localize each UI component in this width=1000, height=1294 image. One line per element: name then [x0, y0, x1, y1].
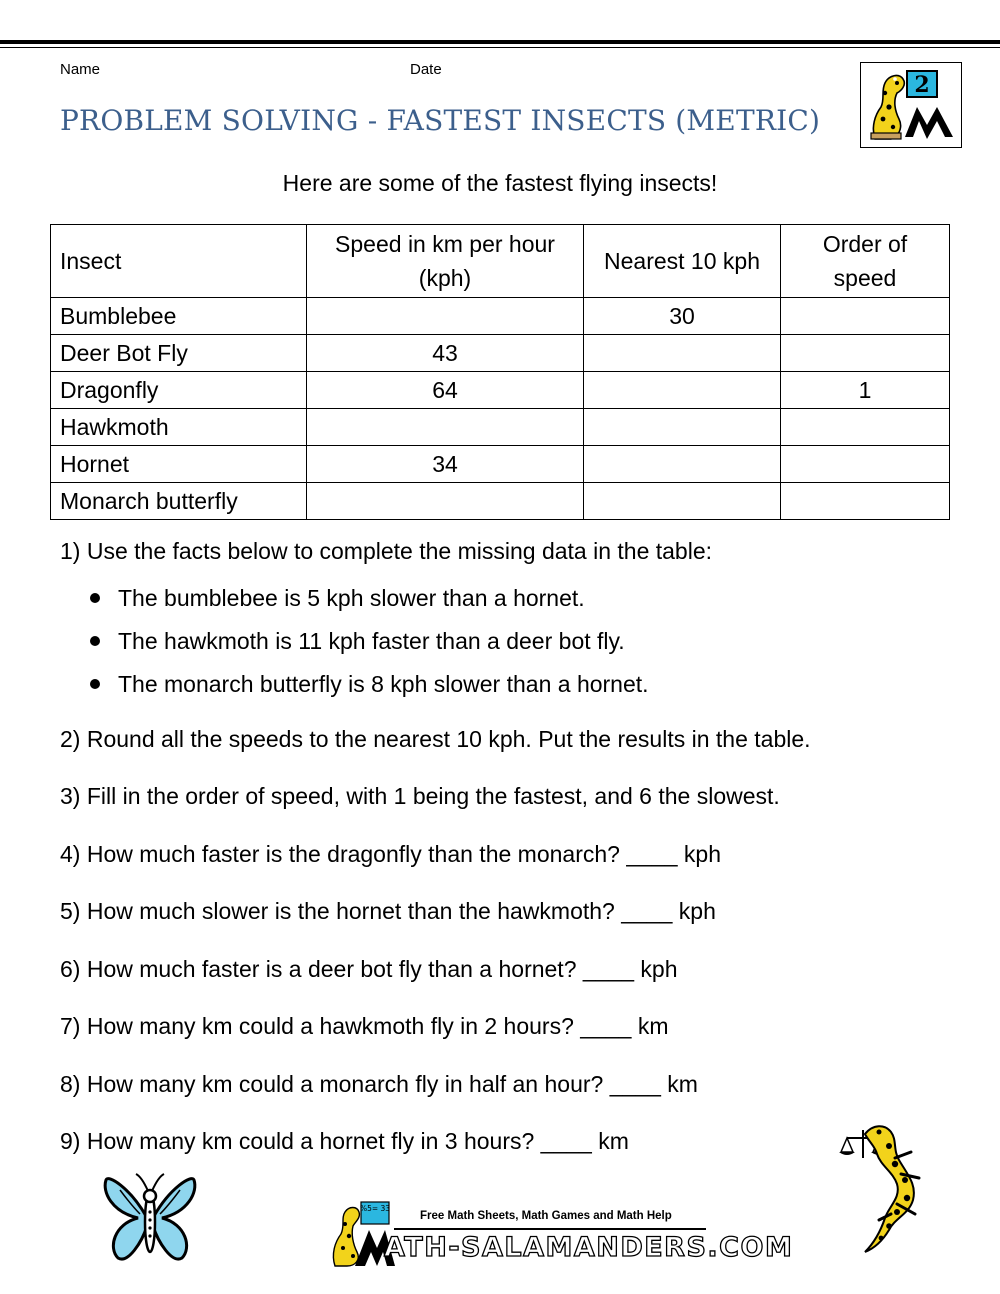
bullet-icon	[90, 636, 100, 646]
salamander-teacher-icon	[861, 63, 960, 146]
cell-nearest-10	[584, 409, 781, 446]
cell-insect: Monarch butterfly	[51, 483, 307, 520]
cell-speed: 34	[307, 446, 584, 483]
name-label: Name	[60, 61, 101, 78]
cell-nearest-10: 30	[584, 298, 781, 335]
butterfly-icon	[100, 1168, 200, 1268]
cell-speed: 43	[307, 335, 584, 372]
cell-order	[781, 409, 950, 446]
table-row	[51, 335, 950, 372]
table-row	[51, 372, 950, 409]
date-label: Date	[410, 61, 442, 78]
grade-number: 2	[914, 72, 930, 98]
cell-insect: Deer Bot Fly	[51, 335, 307, 372]
question-8: 8) How many km could a monarch fly in half an hour? ____ km	[60, 1071, 698, 1097]
cell-order	[781, 335, 950, 372]
cell-nearest-10	[584, 483, 781, 520]
table-row	[51, 298, 950, 335]
cell-speed	[307, 409, 584, 446]
cell-speed	[307, 483, 584, 520]
question-6: 6) How much faster is a deer bot fly than a hornet? ____ kph	[60, 956, 678, 982]
top-rule-thin	[0, 47, 1000, 48]
cell-order	[781, 298, 950, 335]
page-title: PROBLEM SOLVING - FASTEST INSECTS (METRIC)	[60, 104, 821, 137]
cell-nearest-10	[584, 335, 781, 372]
intro-text: Here are some of the fastest flying insects!	[282, 170, 718, 196]
footer-tagline: Free Math Sheets, Math Games and Math Help	[420, 1210, 672, 1222]
cell-order: 1	[781, 372, 950, 409]
bullet-icon	[90, 593, 100, 603]
fact-item	[88, 582, 649, 625]
cell-nearest-10	[584, 446, 781, 483]
header-speed: Speed in km per hour (kph)	[307, 225, 584, 298]
table-row	[51, 446, 950, 483]
footer-badge-text: %5= 33	[359, 1204, 391, 1213]
fact-text: The hawkmoth is 11 kph faster than a deer bot fly.	[118, 628, 625, 654]
grade-logo	[860, 62, 962, 148]
header-order: Order of speed	[781, 225, 950, 298]
header-insect: Insect	[51, 225, 307, 298]
cell-speed	[307, 298, 584, 335]
fact-text: The bumblebee is 5 kph slower than a hornet.	[118, 585, 585, 611]
cell-insect: Hornet	[51, 446, 307, 483]
fact-text: The monarch butterfly is 8 kph slower than a hornet.	[118, 671, 649, 697]
fact-item	[88, 668, 649, 711]
question-2: 2) Round all the speeds to the nearest 10 kph. Put the results in the table.	[60, 726, 811, 752]
cell-order	[781, 446, 950, 483]
table-row	[51, 483, 950, 520]
cell-nearest-10	[584, 372, 781, 409]
question-1: 1) Use the facts below to complete the missing data in the table:	[60, 538, 713, 564]
question-1-facts	[88, 582, 649, 711]
question-4: 4) How much faster is the dragonfly than the monarch? ____ kph	[60, 841, 721, 867]
insect-speed-table	[50, 224, 950, 520]
top-rule-thick	[0, 40, 1000, 44]
question-3: 3) Fill in the order of speed, with 1 being the fastest, and 6 the slowest.	[60, 783, 780, 809]
question-5: 5) How much slower is the hornet than the hawkmoth? ____ kph	[60, 898, 716, 924]
cell-speed: 64	[307, 372, 584, 409]
table-header-row	[51, 225, 950, 298]
bullet-icon	[90, 679, 100, 689]
question-9: 9) How many km could a hornet fly in 3 hours? ____ km	[60, 1128, 629, 1154]
footer-rule	[394, 1228, 706, 1230]
cell-insect: Hawkmoth	[51, 409, 307, 446]
header-nearest-10: Nearest 10 kph	[584, 225, 781, 298]
question-7: 7) How many km could a hawkmoth fly in 2 hours? ____ km	[60, 1013, 669, 1039]
salamander-scales-icon	[835, 1118, 945, 1256]
cell-insect: Dragonfly	[51, 372, 307, 409]
fact-item	[88, 625, 649, 668]
cell-insect: Bumblebee	[51, 298, 307, 335]
footer-site-name[interactable]: ATH-SALAMANDERS.COM	[384, 1232, 794, 1263]
cell-order	[781, 483, 950, 520]
table-row	[51, 409, 950, 446]
